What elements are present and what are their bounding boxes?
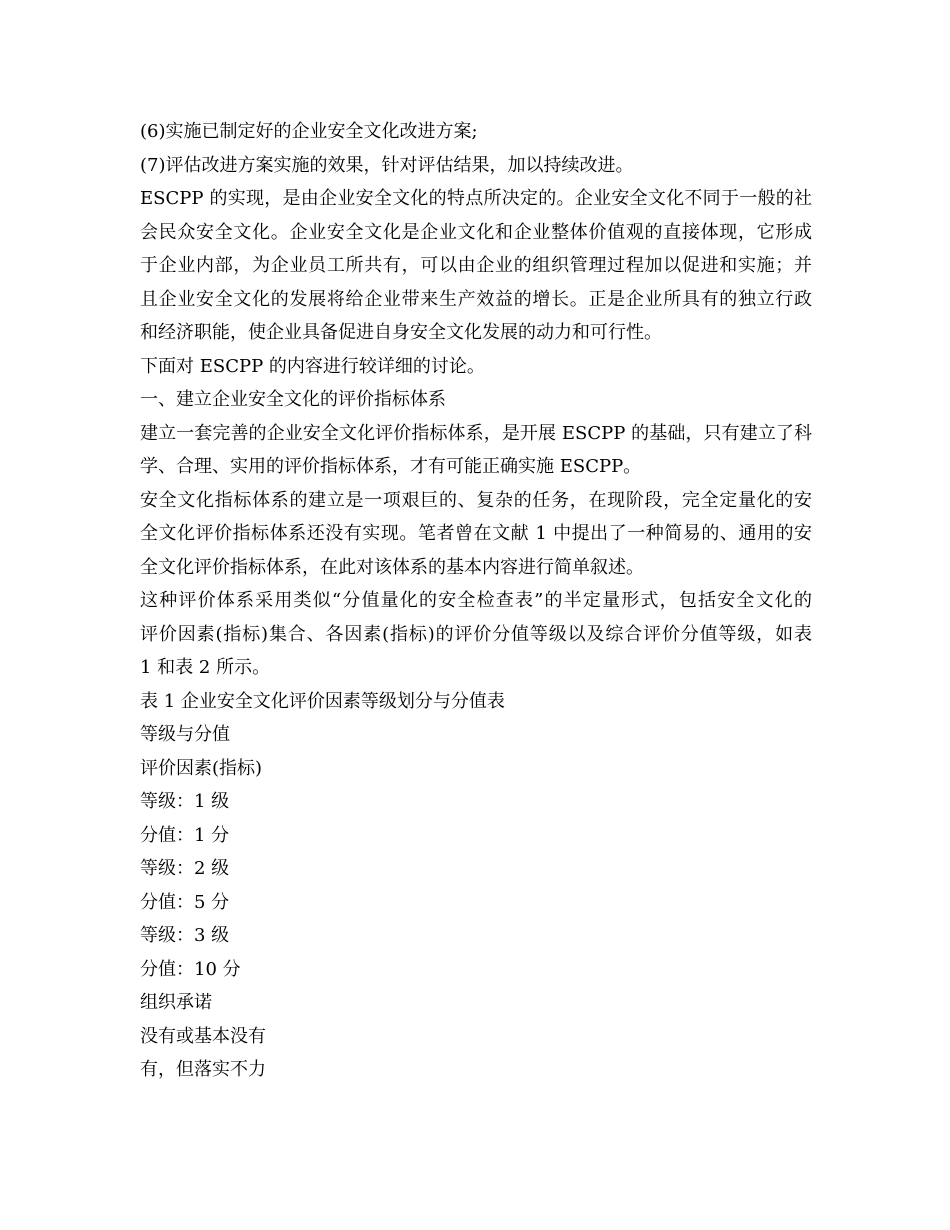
paragraph-line: 会民众安全文化。企业安全文化是企业文化和企业整体价值观的直接体现，它形成: [140, 221, 812, 243]
table-header-cell: 分值：5 分: [140, 891, 230, 913]
table-header-cell: 等级：1 级: [140, 791, 230, 812]
paragraph-line: 和经济职能，使企业具备促进自身安全文化发展的动力和可行性。: [140, 322, 662, 343]
table-header-cell: 评价因素(指标): [140, 757, 263, 779]
document-body: [140, 115, 812, 1087]
paragraph-line: 安全文化指标体系的建立是一项艰巨的、复杂的任务，在现阶段，完全定量化的安: [140, 489, 812, 511]
paragraph-line: 评价因素(指标)集合、各因素(指标)的评价分值等级以及综合评价分值等级，如表: [140, 623, 812, 645]
paragraph-line: 全文化评价指标体系还没有实现。笔者曾在文献 1 中提出了一种简易的、通用的安: [140, 523, 812, 544]
table-cell: 有，但落实不力: [140, 1059, 266, 1080]
table-cell: 没有或基本没有: [140, 1025, 266, 1047]
list-item-step-7: (7)评估改进方案实施的效果，针对评估结果，加以持续改进。: [140, 154, 634, 176]
table-header-cell: 等级：3 级: [140, 925, 230, 946]
paragraph-line: 下面对 ESCPP 的内容进行较详细的讨论。: [140, 355, 485, 377]
paragraph-line: 1 和表 2 所示。: [140, 657, 271, 678]
paragraph-line: 全文化评价指标体系，在此对该体系的基本内容进行简单叙述。: [140, 556, 644, 578]
table-header-cell: 等级与分值: [140, 724, 230, 745]
list-item-step-6: (6)实施已制定好的企业安全文化改进方案;: [140, 121, 478, 142]
paragraph-line: 且企业安全文化的发展将给企业带来生产效益的增长。正是企业所具有的独立行政: [140, 288, 812, 310]
paragraph-line: 学、合理、实用的评价指标体系，才有可能正确实施 ESCPP。: [140, 456, 642, 477]
table-header-cell: 分值：10 分: [140, 958, 241, 980]
paragraph-line: 于企业内部，为企业员工所共有，可以由企业的组织管理过程加以促进和实施；并: [140, 255, 812, 276]
paragraph-line: 建立一套完善的企业安全文化评价指标体系，是开展 ESCPP 的基础，只有建立了科: [140, 422, 812, 444]
table-header-cell: 分值：1 分: [140, 824, 230, 846]
section-heading: 一、建立企业安全文化的评价指标体系: [140, 389, 446, 410]
table-row-label: 组织承诺: [140, 992, 212, 1013]
table-caption: 表 1 企业安全文化评价因素等级划分与分值表: [140, 690, 505, 712]
table-header-cell: 等级：2 级: [140, 858, 230, 879]
paragraph-line: 这种评价体系采用类似“分值量化的安全检查表”的半定量形式，包括安全文化的: [140, 590, 812, 611]
paragraph-line: ESCPP 的实现，是由企业安全文化的特点所决定的。企业安全文化不同于一般的社: [140, 188, 812, 209]
